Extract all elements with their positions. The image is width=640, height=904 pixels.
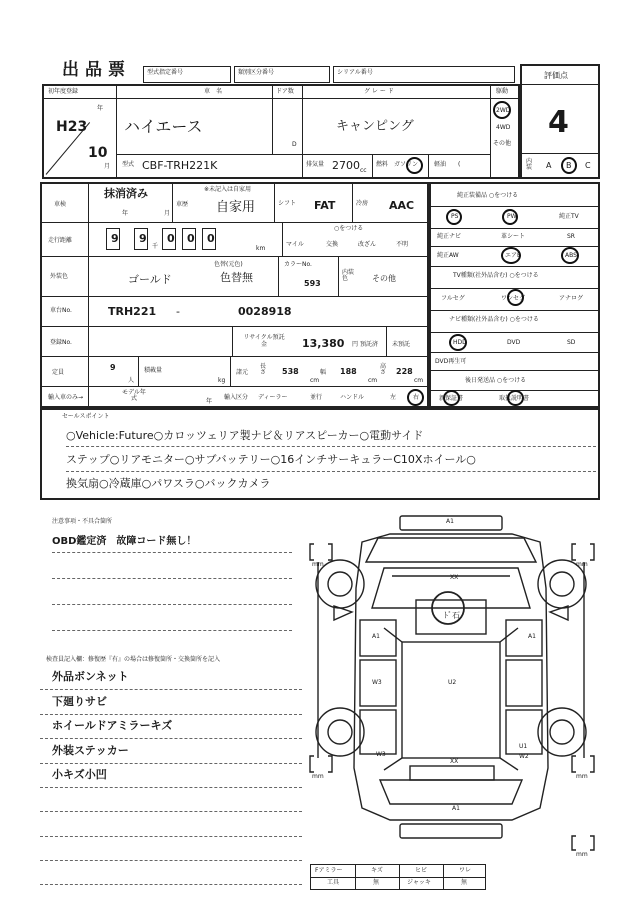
inspector-note: 下廻りサビ: [52, 695, 107, 708]
mileage-digit: 9: [139, 232, 147, 245]
ac-type: AAC: [389, 199, 415, 212]
width: 188: [340, 367, 357, 376]
notes-line-1: OBD鑑定済 故障コード無し！: [52, 536, 197, 547]
serial-number-box: シリアル番号: [333, 66, 515, 83]
exterior-color: ゴールド: [128, 273, 172, 286]
inspector-note: ホイールドアミラーキズ: [52, 719, 173, 732]
sales-line-1: ○Vehicle:Future○カロッツェリア製ナビ＆リアスピーカー○電動サイド: [66, 429, 424, 442]
oneseg-circle: [507, 289, 524, 306]
inspector-note: 外品ボンネット: [52, 670, 129, 683]
color-change: 色替無: [220, 271, 253, 284]
class-number-box: 類別区分番号: [234, 66, 330, 83]
recycle-fee: 13,380: [302, 337, 345, 350]
manual-circle: [507, 390, 524, 406]
diagram-label-a1-rear: A1: [452, 805, 460, 812]
color-number: 593: [304, 279, 321, 288]
diagram-label-w2: W2: [519, 753, 529, 760]
notes-label: 注意事項・不具合箇所: [52, 518, 113, 525]
sales-line-3: 換気扇○冷蔵庫○パワスラ○バックカメラ: [66, 477, 271, 490]
mm-label: mm: [312, 561, 324, 568]
mm-label: mm: [576, 561, 588, 568]
ps-circle: [446, 209, 462, 225]
vehicle-basic-section: 初年度登録 H23 年 10 月 車 名 ハイエース ドア数 D グ レ ー ド キャンピング 駆動 2WD 4WD その他 型式 CBF-TRH221K 排気量 2700 cc 燃料 ガソリン 軽油 (: [42, 84, 520, 179]
evaluation-grade-box: 評価点 4 内装 A B C: [520, 64, 600, 179]
model-designation-box: 型式指定番号: [143, 66, 231, 83]
car-name: ハイエース: [124, 117, 203, 136]
mileage-digit: 9: [111, 232, 119, 245]
displacement: 2700: [332, 159, 360, 172]
first-reg-era: H23: [56, 119, 88, 135]
shift-type: FAT: [314, 199, 336, 212]
mm-label: mm: [576, 773, 588, 780]
grade-value: キャンピング: [336, 119, 414, 134]
interior-color: その他: [372, 274, 396, 283]
mm-label: mm: [312, 773, 324, 780]
evaluation-grade: 4: [548, 105, 569, 140]
vehicle-diagram: [300, 508, 610, 868]
legend-table: Fアミラー キズ ヒビ ワレ 工具 無 ジャッキ 無: [310, 864, 486, 890]
height: 228: [396, 367, 413, 376]
hdd-circle: [449, 334, 467, 351]
handle-right-circle: [407, 389, 424, 406]
diagram-label-w3: W3: [372, 679, 382, 686]
diagram-label-u1: U1: [519, 743, 528, 750]
fuel-gasoline-circle: [406, 157, 423, 174]
chassis-prefix: TRH221: [108, 305, 157, 318]
pw-circle: [502, 209, 518, 225]
diagram-label-a1-left: A1: [372, 633, 380, 640]
chassis-number: 0028918: [238, 305, 292, 318]
abs-circle: [561, 247, 579, 264]
diagram-label-a1-top: A1: [446, 518, 454, 525]
sales-line-2: ステップ○リアモニター○サブバッテリー○16インチサーキュラーC10Xホイール○: [66, 453, 476, 466]
evaluation-label: 評価点: [544, 71, 568, 80]
mileage-digit: 0: [187, 232, 195, 245]
diagram-label-xx: XX: [450, 574, 459, 581]
model-code: CBF-TRH221K: [142, 159, 218, 172]
diagram-label-u2: U2: [448, 679, 457, 686]
mileage-digit: 0: [207, 232, 215, 245]
warranty-circle: [443, 390, 460, 406]
diagram-label-stone-chip: ﾄﾞ石: [444, 611, 460, 620]
diagram-label-w3-rear: W3: [376, 751, 386, 758]
mm-label: mm: [576, 851, 588, 858]
capacity: 9: [110, 363, 116, 372]
first-reg-month: 10: [88, 145, 108, 161]
form-title: 出品票: [62, 60, 131, 80]
mileage-digit: 0: [167, 232, 175, 245]
diagram-label-a1-right: A1: [528, 633, 536, 640]
inspector-label: 検査員記入欄：修復歴『有』の場合は修復箇所・交換箇所を記入: [46, 656, 221, 663]
interior-b-circle: [561, 157, 577, 174]
diagram-label-xx-rear: XX: [450, 758, 459, 765]
inspector-note: 外装ステッカー: [52, 744, 129, 757]
sales-points-section: セールスポイント ○Vehicle:Future○カロッツェリア製ナビ＆リアスピーカー○電動サイド ステップ○リアモニター○サブバッテリー○16インチサーキュラーC10Xホイール○ 換気扇○冷蔵庫○パワスラ○バックカメラ: [40, 408, 600, 500]
length: 538: [282, 367, 299, 376]
spec-section: 車検 抹消済み 年 月 車歴 ※未記入は自家用 自家用 シフト FAT 冷房 AAC 走行距離 9 9 千 0 0 0 km ○をつける マイル 交換 改ざん 不明 外装色 ゴールド 色替(元色) 色替無 カラーNo. 593 内装色 その他 車台No. TRH221 - 0028918 登録No. リサイクル預託金 13,380 円 預託済 未預託 定員 9 人 積載量 kg 諸元 長さ 538 cm 幅 188 cm 高さ 228 cm 輸入車のみ→ モデル年式 年 輸入区分 ディーラー 並行 ハンドル 左 右: [40, 182, 429, 408]
airbag-circle: [501, 247, 521, 264]
equipment-section: 純正装備品 ○をつける PS PW 純正TV 純正ナビ 革シート SR 純正AW エアB ABS TV種類(社外品含む) ○をつける フルセグ ワンセグ アナログ ナビ種類(社外品含む) ○をつける HDD DVD SD DVD再生可 後日発送品 ○をつける 新保証書 取扱説明書: [429, 182, 600, 408]
vehicle-category: 自家用: [216, 200, 256, 215]
drive-2wd-circle: [493, 101, 511, 119]
inspector-note: 小キズ小凹: [52, 768, 107, 781]
inspection-status: 抹消済み: [104, 187, 148, 200]
